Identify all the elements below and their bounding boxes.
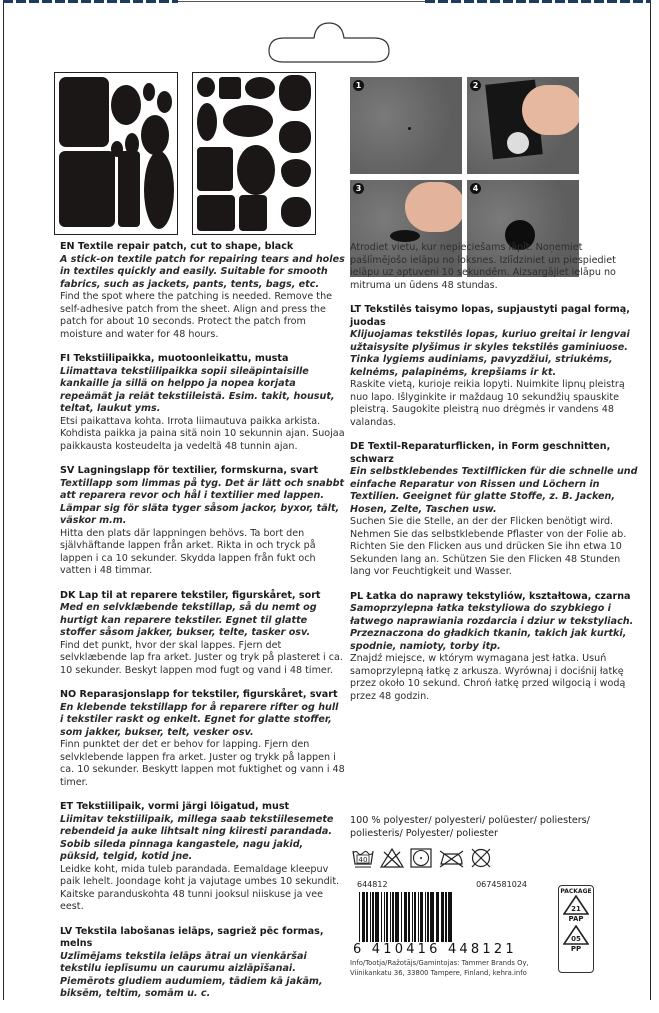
recycling-box — [558, 885, 594, 973]
patch-rectangle — [239, 195, 267, 231]
instruction-lead: Uzlīmējams tekstila ielāps ātrai un vienkāršai tekstilu ieplīsumu un caurumu aizlāpīšanai. Piemērots gludiem audumiem, tādiem kā jakām, biksēm, teltīm, somām u. c. — [60, 950, 323, 999]
barcode-bar — [408, 892, 410, 942]
product-code: 0674581024 — [476, 880, 527, 889]
instruction-title: FI Tekstiilipaikka, muotoonleikattu, musta — [60, 353, 289, 364]
patch-oval — [197, 103, 217, 141]
instruction-body: Find det punkt, hvor der skal lappes. Fjern det selvklæbende lap fra arket. Juster og tryk på plasteret i ca. 10 sekunder. Beskyt lappen mod fugt og vand i 48 timer. — [60, 639, 343, 676]
patch-flower-top — [279, 75, 311, 111]
barcode-bar — [414, 892, 416, 942]
patch-sheet-2 — [192, 72, 316, 235]
finger — [522, 85, 579, 135]
patch-being-placed — [390, 230, 420, 242]
instruction-title: DK Lap til at reparere tekstiler, figurskåret, sort — [60, 589, 321, 601]
wash-temp: 40 — [358, 856, 368, 864]
instruction-sv — [60, 465, 345, 578]
barcode-bar — [390, 892, 391, 942]
patch-circle — [197, 77, 215, 97]
barcode-bar — [427, 892, 429, 942]
instruction-body: Find the spot where the patching is needed. Remove the self-adhesive patch from the sheet. Align and press the patch for about 10 seconds. Protect the patch from moisture and water for 48 hours. — [60, 291, 333, 340]
instructions-right-column — [350, 242, 640, 715]
instruction-lead: En klebende tekstillapp for å reparere rifter og hull i tekstiler raskt og enkelt. Egnet for glatte stoffer, som jakker, bukser, telt, vesker osv. — [60, 701, 339, 738]
finger — [405, 182, 462, 232]
barcode-bar — [425, 892, 426, 942]
instruction-body: Etsi paikattava kohta. Irrota liimautuva paikka arkista. Kohdista paikka ja paina sitä noin 10 sekunnin ajan. Suojaa paikkausta kosteudelta ja vedeltä 48 tunnin ajan. — [60, 415, 345, 452]
patch-rectangle — [59, 77, 109, 147]
recycling-triangle-icon — [563, 925, 589, 945]
patch-rectangle-narrow — [118, 151, 140, 227]
wash-40-icon — [352, 848, 374, 868]
instruction-pl — [350, 591, 640, 704]
patch-heart — [281, 159, 311, 187]
instruction-lv-continued — [350, 242, 640, 292]
step-number: 2 — [470, 80, 481, 91]
patch-rectangle — [197, 147, 233, 191]
patch-sheet-1 — [54, 72, 178, 235]
step-photo-1 — [350, 77, 462, 174]
barcode-bar — [404, 892, 407, 942]
patch-oval-small — [157, 91, 172, 113]
step-number: 1 — [353, 80, 364, 91]
barcode-bar — [395, 892, 399, 942]
recycling-code: PAP — [568, 915, 584, 923]
patch-square — [219, 77, 241, 99]
barcode-bar — [386, 892, 388, 942]
instruction-en — [60, 241, 345, 341]
material-composition: 100 % polyester/ polyesteri/ polüester/ poliesters/ poliesteris/ Polyester/ poliester — [350, 815, 590, 839]
instruction-title: ET Tekstiilipaik, vormi järgi lõigatud, must — [60, 801, 290, 812]
patch-rectangle — [197, 195, 235, 231]
recycling-code: PP — [570, 945, 582, 953]
barcode-bar — [445, 892, 447, 942]
patch-oval-small — [143, 83, 155, 101]
barcode-bar — [412, 892, 413, 942]
patch-oval-tall — [144, 151, 174, 229]
instruction-title: NO Reparasjonslapp for tekstiler, figurskåret, svart — [60, 689, 338, 700]
instruction-body: Leidke koht, mida tuleb parandada. Eemaldage kleepuv paik lehelt. Joondage koht ja vajutage umbes 10 sekundit. Kaitske paranduskohta 48 tunni jooksul niiskuse ja vee eest. — [60, 863, 340, 912]
tumble-dry-low-icon — [410, 848, 432, 868]
instruction-dk — [60, 590, 345, 678]
instruction-fi — [60, 353, 345, 453]
instruction-body: Raskite vietą, kurioje reikia lopyti. Nuimkite lipnų pleistrą nuo lapo. Išlyginkite ir maždaug 10 sekundžių spauskite pleistrą. Saugokite pleistrą nuo drėgmės ir vandens 48 valandas. — [350, 379, 625, 428]
recycling-number: 05 — [571, 935, 581, 943]
step-photo-2 — [467, 77, 579, 174]
instruction-no — [60, 689, 345, 789]
no-iron-icon — [438, 848, 464, 868]
product-codes — [357, 880, 527, 889]
instruction-lead: Ein selbstklebendes Textilflicken für die schnelle und einfache Reparatur von Rissen und Löchern in Textilien. Geeignet für glatte Stoffe, z. B. Jacken, Hosen, Zelte, Taschen usw. — [350, 466, 638, 515]
barcode-bar — [381, 892, 382, 942]
patch-star — [281, 197, 311, 227]
instruction-de — [350, 441, 640, 579]
recycling-header: PACKAGE — [560, 888, 592, 895]
instruction-lead: Liimitav tekstiilipaik, millega saab tekstiilesemete rebendeid ja auke lihtsalt ning kiiresti parandada. Sobib sileda pinnaga kangastele, nagu jakid, püksid, telgid, kotid jne. — [60, 813, 334, 862]
barcode-bar — [430, 892, 434, 942]
step-number: 3 — [353, 183, 364, 194]
instruction-body: Finn punktet der det er behov for lapping. Fjern den selvklebende lappen fra arket. Juster og trykk på lappen i ca. 10 sekunder. Beskytt lappen mot fuktighet og vann i 48 timer. — [60, 739, 345, 788]
patch-oval — [141, 115, 169, 155]
no-bleach-icon — [380, 848, 404, 868]
instruction-lead: Textillapp som limmas på tyg. Det är lätt och snabbt att reparera revor och hål i textilier med lappen. Lämpar sig för släta tyger såsom jackor, byxor, tält, väskor m.m. — [60, 477, 345, 526]
hang-hole-icon — [264, 20, 394, 65]
patch-oval — [237, 145, 275, 195]
barcode-bar — [366, 892, 368, 942]
article-number: 644812 — [357, 880, 388, 889]
instruction-title: DE Textil-Reparaturflicken, in Form geschnitten, schwarz — [350, 441, 611, 465]
instruction-body: Suchen Sie die Stelle, an der der Flicken benötigt wird. Nehmen Sie das selbstklebende Pflaster von der Folie ab. Richten Sie den Flicken aus und drücken Sie ihn etwa 10 Sekunden lang an. Schützen Sie den Flicken 48 Stunden lang vor Feuchtigkeit und Wasser. — [350, 516, 627, 577]
hole-dot — [408, 127, 411, 130]
instruction-title: SV Lagningslapp för textilier, formskurna, svart — [60, 465, 319, 476]
barcode-bar — [420, 892, 423, 942]
instruction-title: LV Tekstila labošanas ielāps, sagriež pēc formas, melns — [60, 925, 324, 949]
instruction-body: Atrodiet vietu, kur nepieciešams lāpīt. Noņemiet pašlīmējošo ielāpu no loksnes. Izlīdziniet un piespiediet ielāpu uz aptuveni 10 sekundēm. Aizsargājiet ielāpu no mitruma un ūdens 48 stundas. — [350, 242, 616, 291]
instruction-title: EN Textile repair patch, cut to shape, black — [60, 241, 294, 252]
patch-rectangle — [59, 151, 115, 227]
instruction-lead: Med en selvklæbende tekstillap, så du nemt og hurtigt kan reparere tekstiler. Egnet til glatte stoffer såsom jakker, bukser, telte, tasker osv. — [60, 602, 317, 638]
no-dry-clean-icon — [470, 848, 492, 868]
recycling-number: 21 — [571, 905, 581, 913]
patch-oval — [111, 85, 141, 125]
instruction-body: Hitta den plats där lappningen behövs. Ta bort den självhäftande lappen från arket. Rikta in och tryck på lappen i ca 10 sekunder. Skydda lappen från fukt och vatten i 48 timmar. — [60, 527, 316, 576]
barcode-bar — [362, 892, 365, 942]
barcode-bar — [401, 892, 402, 942]
instructions-left-column — [60, 241, 345, 1013]
barcode-bar — [359, 892, 360, 942]
barcode-bar — [418, 892, 419, 942]
barcode-bar — [372, 892, 374, 942]
barcode-bar — [436, 892, 439, 942]
patch-oval — [223, 105, 273, 137]
top-strip-left — [3, 0, 178, 3]
step-number: 4 — [470, 183, 481, 194]
barcode-bar — [392, 892, 394, 942]
instruction-lead: Liimattava tekstiilipaikka sopii sileäpintaisille kankaille ja sillä on helppo ja nopea korjata repeämät ja reiät tekstiileistä. Esim. takit, housut, teltat, laukut yms. — [60, 365, 335, 414]
patch-oval — [245, 77, 275, 99]
barcode-bar — [370, 892, 371, 942]
instruction-lt — [350, 304, 640, 429]
patch-flower — [279, 121, 311, 153]
instruction-title: PL Łatka do naprawy tekstyliów, kształtowa, czarna — [350, 590, 631, 602]
barcode-bar — [384, 892, 385, 942]
instruction-title: LT Tekstilės taisymo lopas, supjaustyti pagal formą, juodas — [350, 304, 630, 328]
manufacturer-info: Info/Tootja/Ražotājs/Gamintojas: Tammer Brands Oy, Viinikankatu 36, 33800 Tampere, Finland, kehra.info — [350, 959, 529, 977]
instruction-et — [60, 801, 345, 914]
instruction-body: Znajdź miejsce, w którym wymagana jest łatka. Usuń samoprzylepną łatkę z arkusza. Wyrównaj i dociśnij łatkę przez około 10 sekund. Chroń łatkę przed wilgocią i wodą przez 48 godzin. — [350, 653, 626, 702]
peeled-patch — [507, 132, 529, 154]
top-edge-line — [178, 1, 425, 2]
top-strip-right — [425, 0, 651, 3]
barcode — [357, 892, 517, 942]
recycling-triangle-icon — [563, 895, 589, 915]
instruction-lv — [60, 926, 345, 1001]
barcode-bar — [441, 892, 444, 942]
instruction-lead: Samoprzylepna łatka tekstyliowa do szybkiego i łatwego naprawiania rozdarcia i dziur w tekstyliach. Przeznaczona do gładkich tkanin, takich jak kurtki, spodnie, namioty, torby itp. — [350, 603, 634, 652]
barcode-bar — [448, 892, 452, 942]
ean-number: 6 410416 448121 — [353, 942, 517, 957]
instruction-lead: A stick-on textile patch for repairing tears and holes in textiles quickly and easily. Suitable for smooth fabrics, such as jackets, pants, tents, bags, etc. — [60, 253, 345, 290]
care-symbols — [352, 848, 492, 868]
barcode-bar — [375, 892, 379, 942]
instruction-lead: Klijuojamas tekstilės lopas, kuriuo greitai ir lengvai užtaisysite plyšimus ir skyles tekstilės gaminiuose. Tinka lygiems audiniams, pavyzdžiui, striukėms, kelnėms, palapinėms, krepšiams ir kt. — [350, 329, 630, 378]
